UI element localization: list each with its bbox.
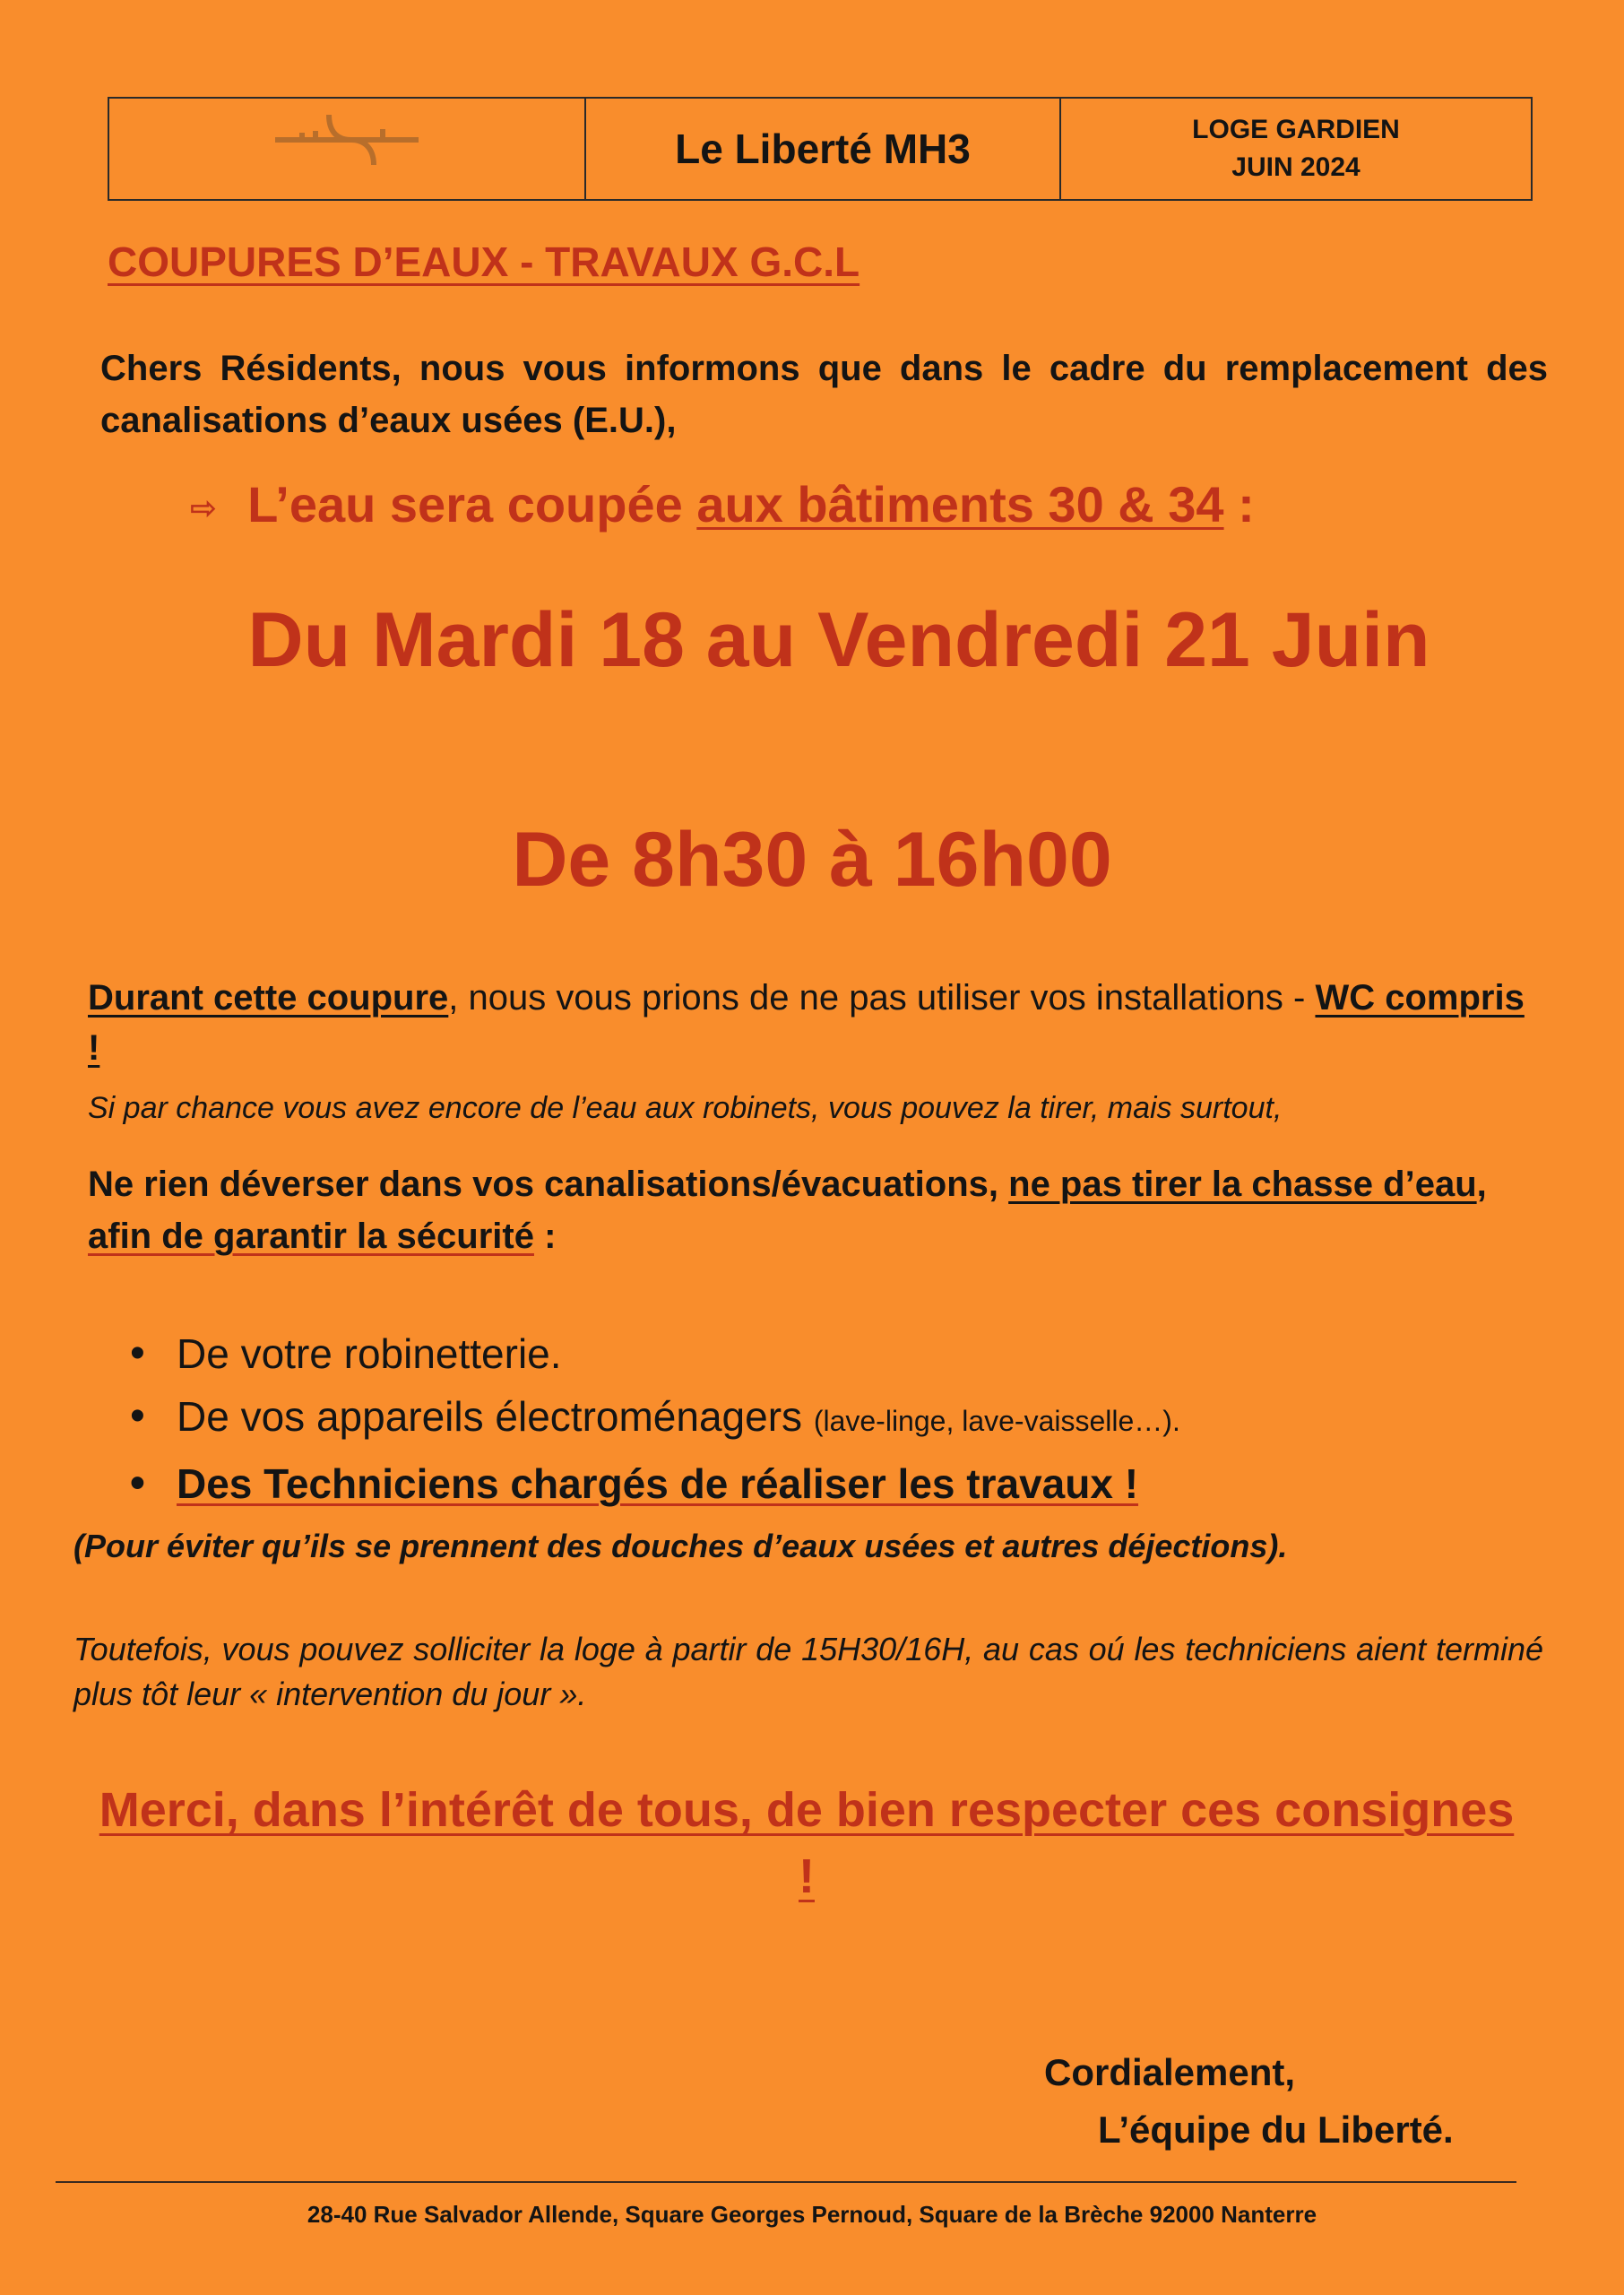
- logo-cell: [109, 99, 584, 199]
- loge-paragraph: Toutefois, vous pouvez solliciter la loge à partir de 15H30/16H, au cas oú les techniciens aient terminé plus tôt leur « intervention du jour ».: [73, 1631, 1543, 1712]
- intro-paragraph: Chers Résidents, nous vous informons que dans le cadre du remplacement des canalisations d’eaux usées (E.U.),: [100, 349, 1548, 440]
- warning-safety: afin de garantir la sécurité: [88, 1217, 534, 1256]
- footer-divider: [56, 2181, 1516, 2183]
- wc-included: WC compris !: [88, 978, 1525, 1068]
- thanks-message: Merci, dans l’intérêt de tous, de bien respecter ces consignes !: [99, 1783, 1515, 1903]
- water-cut-prefix: L’eau sera coupée: [247, 476, 697, 533]
- signature-team: L’équipe du Liberté.: [1098, 2109, 1454, 2151]
- warning-comma: ,: [1476, 1165, 1487, 1204]
- signature-greeting: Cordialement,: [1044, 2051, 1296, 2093]
- header-table: [108, 97, 1533, 201]
- notice-title: COUPURES D’EAUX - TRAVAUX G.C.L: [108, 238, 860, 285]
- during-text: , nous vous prions de ne pas utiliser vos installations -: [448, 978, 1316, 1018]
- list-item: [130, 1452, 1528, 1515]
- header-meta-line1: LOGE GARDIEN: [1192, 115, 1400, 144]
- list-item-detail: (lave-linge, lave-vaisselle…).: [813, 1405, 1180, 1437]
- header-meta-line2: JUIN 2024: [1231, 152, 1361, 182]
- water-cut-line: [190, 475, 1255, 533]
- list-item-text: De votre robinetterie.: [177, 1330, 562, 1377]
- safety-list: [130, 1322, 1528, 1515]
- arrow-right-icon: ⇨: [190, 489, 218, 527]
- warning-flush: ne pas tirer la chasse d’eau: [1008, 1165, 1477, 1204]
- cut-dates: Du Mardi 18 au Vendredi 21 Juin: [247, 597, 1430, 683]
- italic-note: Si par chance vous avez encore de l’eau aux robinets, vous pouvez la tirer, mais surtout,: [88, 1091, 1283, 1125]
- signature: [1044, 2044, 1454, 2159]
- warning-colon: :: [533, 1217, 557, 1256]
- list-item-text: Des Techniciens chargés de réaliser les travaux !: [177, 1460, 1139, 1507]
- list-item: [130, 1322, 1528, 1385]
- during-paragraph: [88, 973, 1540, 1073]
- residence-name: Le Liberté MH3: [584, 99, 1059, 199]
- cut-hours: De 8h30 à 16h00: [512, 817, 1112, 903]
- technicians-note: (Pour éviter qu’ils se prennent des douches d’eaux usées et autres déjections).: [73, 1528, 1288, 1564]
- warning-text: Ne rien déverser dans vos canalisations/évacuations,: [88, 1165, 1009, 1204]
- footer-address: 28-40 Rue Salvador Allende, Square Georges Pernoud, Square de la Brèche 92000 Nanterre: [307, 2201, 1317, 2228]
- header-meta: [1059, 99, 1531, 199]
- water-cut-buildings: aux bâtiments 30 & 34: [696, 476, 1224, 533]
- water-cut-suffix: :: [1223, 476, 1255, 533]
- during-lead: Durant cette coupure: [88, 978, 449, 1018]
- warning-paragraph: [88, 1158, 1549, 1262]
- logo-icon: [266, 106, 428, 169]
- list-item-text: De vos appareils électroménagers: [177, 1393, 814, 1440]
- list-item: [130, 1385, 1528, 1452]
